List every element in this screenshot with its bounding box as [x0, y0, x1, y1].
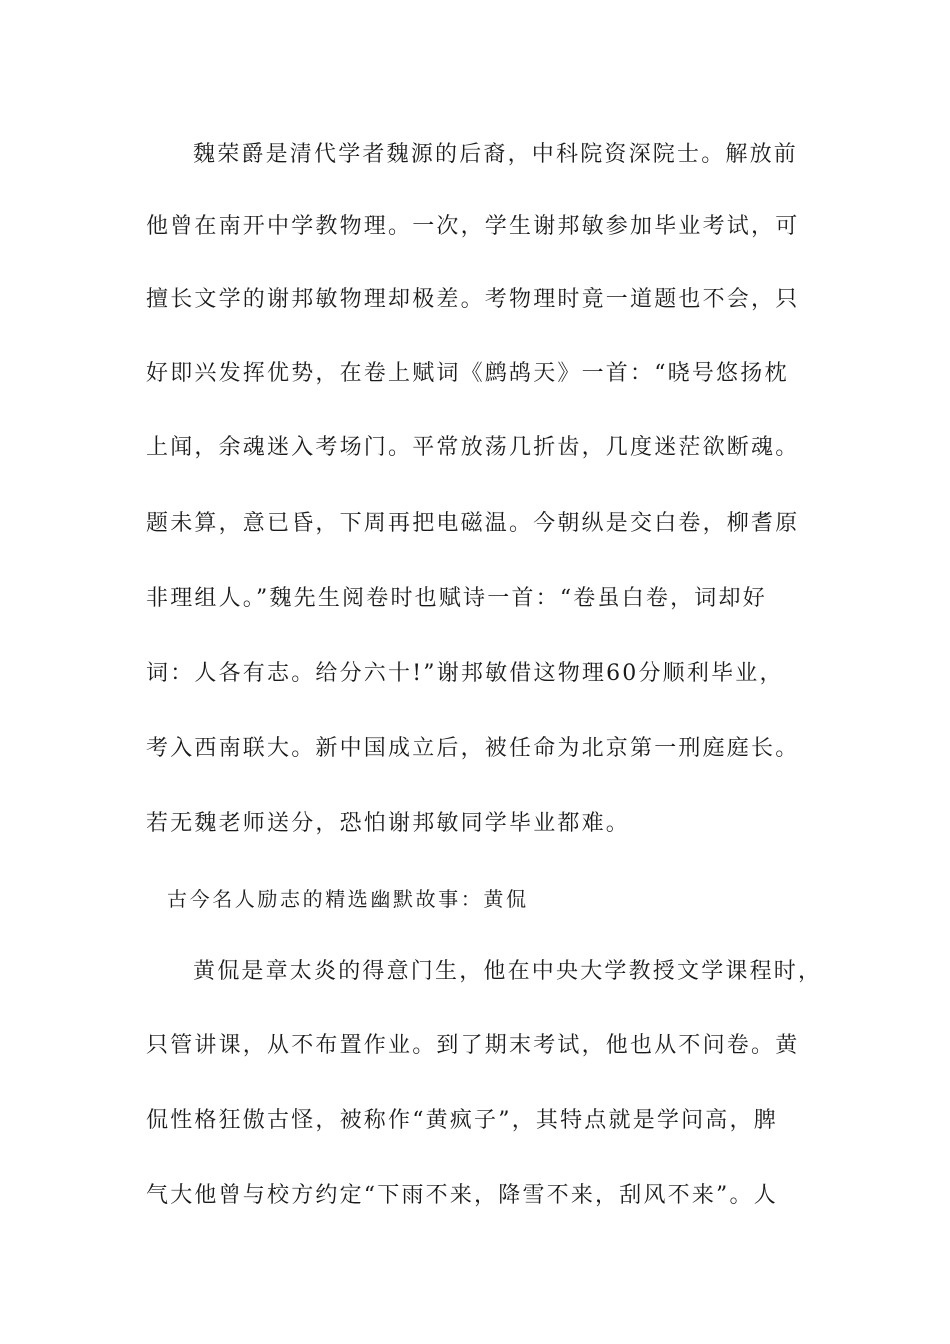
paragraph-1-line-3: 擅长文学的谢邦敏物理却极差。考物理时竟一道题也不会，只: [146, 287, 800, 312]
paragraph-1-line-1: 魏荣爵是清代学者魏源的后裔，中科院资深院士。解放前: [193, 142, 799, 167]
paragraph-1-line-5: 上闻，余魂迷入考场门。平常放荡几折齿，几度迷茫欲断魂。: [146, 435, 800, 460]
section-heading: 古今名人励志的精选幽默故事：黄侃: [167, 887, 529, 911]
paragraph-2-line-1: 黄侃是章太炎的得意门生，他在中央大学教授文学课程时，: [193, 959, 823, 984]
paragraph-1-line-9: 考入西南联大。新中国成立后，被任命为北京第一刑庭庭长。: [146, 736, 800, 761]
paragraph-1-line-7: 非理组人。”魏先生阅卷时也赋诗一首：“卷虽白卷，词却好: [146, 586, 767, 611]
paragraph-2-line-4: 气大他曾与校方约定“下雨不来，降雪不来，刮风不来”。人: [146, 1183, 778, 1208]
paragraph-1-line-2: 他曾在南开中学教物理。一次，学生谢邦敏参加毕业考试，可: [146, 214, 800, 239]
paragraph-1-line-8: 词：人各有志。给分六十!”谢邦敏借这物理60分顺利毕业，: [146, 661, 784, 686]
paragraph-1-line-4: 好即兴发挥优势，在卷上赋词《鹧鸪天》一首：“晓号悠扬枕: [146, 361, 789, 386]
paragraph-2-line-3: 侃性格狂傲古怪，被称作“黄疯子”，其特点就是学问高，脾: [146, 1108, 778, 1133]
paragraph-1-line-6: 题未算，意已昏，下周再把电磁温。今朝纵是交白卷，柳耆原: [146, 511, 800, 536]
paragraph-1-line-10: 若无魏老师送分，恐怕谢邦敏同学毕业都难。: [146, 811, 631, 836]
paragraph-2-line-2: 只管讲课，从不布置作业。到了期末考试，他也从不问卷。黄: [146, 1033, 800, 1058]
